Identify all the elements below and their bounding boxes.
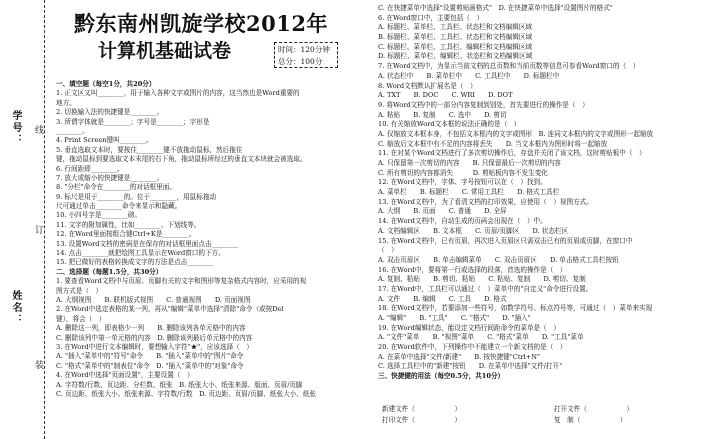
- left-question-list: [56, 80, 366, 399]
- section-heading: 三、快捷键的用法（每空0.5分，共10分）: [378, 372, 505, 381]
- question-line: 键），将会（ ）: [56, 314, 106, 323]
- question-line: A. 标题栏、菜单栏、工具栏、状态栏和文档编辑区域: [378, 23, 533, 32]
- question-line: 5. 垂直选取文本时，要按住________键不放拖动鼠标，然后拖住: [56, 145, 243, 154]
- question-line: 17. 在Word中，工具栏可以通过（ ）菜单中的"自定义"命令进行设置。: [378, 284, 593, 293]
- question-line: A. 菜单栏 B. 标题栏 C. 常用工具栏 D. 格式工具栏: [378, 188, 560, 197]
- question-line: 4. Print Screen键叫________。: [56, 136, 153, 145]
- time-label: 时间：120分钟: [278, 45, 330, 54]
- question-line: 图方式是（ ）: [56, 286, 103, 295]
- shortcut-print-file: 打印文件（ ）: [382, 416, 462, 424]
- question-line: 14. 在Word文档中，自动生成的页码会出现在（ ）中。: [378, 217, 547, 226]
- question-line: A. 字符数/行数、页边距、分栏数、纸张 B. 纸张大小、纸张来源、版面、页眉/页脚: [56, 380, 303, 389]
- score-label: 总分：100分: [278, 57, 323, 66]
- question-line: C. 在快捷菜单中选择"设置剪贴画格式" D. 在快捷菜单中选择"设置图片的格式": [378, 4, 613, 12]
- question-line: A. "插入"菜单中的"符号"命令 B. "插入"菜单中的"图片"命令: [56, 352, 244, 361]
- question-line: A. 只保留第一次剪切的内容 B. 只保留最后一次剪切的内容: [378, 159, 561, 167]
- question-line: A. 文档编辑区 B. 文本框 C. 页眉/页脚区 D. 状态栏区: [378, 226, 569, 235]
- question-line: 尺可通过单击________命令来显示和隐藏。: [56, 202, 182, 211]
- question-line: 3. 所谓字体就是________；字号是________；字形是: [56, 117, 210, 126]
- question-line: A. 复制、粘贴 B. 剪切、粘贴 C. 粘贴、复制 D. 剪切、复制: [378, 275, 586, 284]
- question-line: 10. 小四号字是________磅。: [56, 211, 142, 220]
- shortcut-new-file: 新建文件（ ）: [382, 405, 462, 413]
- question-line: 13. 在Word文档中，为了看清文档的打印效果，应使用（ ）视图方式。: [378, 197, 593, 206]
- question-line: A. 大纲 B. 页面 C. 普通 D. 全屏: [378, 207, 507, 216]
- question-line: A. 在菜单中选择"文件/新建" B. 按快捷键"Ctrl+N": [378, 352, 541, 361]
- question-line: 14. 点击________就把绘图工具显示在Word窗口的下方。: [56, 249, 225, 258]
- shortcut-open-file: 打开文件（ ）: [554, 405, 634, 413]
- question-line: C. 缩放后文本框中有不足的内容将丢失 D. 当文本框内为图形时将一起缩放: [378, 139, 608, 148]
- left-column: [56, 0, 366, 439]
- question-line: 8. "分栏"命令在________的对话框里面。: [56, 183, 176, 192]
- cut-text-line: 线: [33, 125, 43, 134]
- question-line: 15. 把已做好的表格转换成文字的方法是点击________: [56, 258, 214, 267]
- question-line: C. 标题栏、菜单栏、工具栏、编辑栏和文档编辑区域: [378, 42, 533, 51]
- question-line: A. 文件 B. 编辑 C. 工具 D. 格式: [378, 294, 507, 303]
- exam-subtitle: 计算机基础试卷: [98, 40, 232, 62]
- right-column: [378, 0, 704, 439]
- question-line: 18. 在Word文档中，若要添加一些符号，如数学符号、标点符号等，可通过（ ）菜单来实现: [378, 304, 653, 313]
- question-line: C. "格式"菜单中的"制表位"命令 D. "插入"菜单中的"对象"命令: [56, 361, 244, 370]
- name-label: 姓名：: [10, 290, 21, 326]
- question-line: 4. 在Word中选择"页面设置"，主要设置（ ）: [56, 371, 194, 380]
- question-line: 7. 放大或缩小的快捷键是________。: [56, 173, 164, 182]
- question-line: 13. 设置Word文档的密码是在保存的对话框里面点击________: [56, 239, 238, 248]
- question-line: A. 仅缩放文本框本身，不包括文本框内的文字或图形 B. 连同文本框内的文字或图形一起缩放: [378, 129, 654, 138]
- question-line: C. 选择工具栏中的"新建"按钮 D. 在菜单中选择"文件/打开": [378, 362, 563, 371]
- question-line: 11. 文字的附加属性，比如________、下划线等。: [56, 220, 201, 229]
- question-line: 1. 要查看Word文档中与页眉、页脚有关的文字和图形等复杂格式内容时，应采用的视: [56, 277, 307, 286]
- question-line: A. "编辑" B. "工具" C. "格式" D. "插入": [378, 314, 531, 322]
- right-question-list: [378, 4, 704, 382]
- question-line: A. 双击页眉区 B. 单击编辑菜单 C. 双击页眉区 D. 单击格式工具栏按钮: [378, 255, 619, 264]
- cut-text-bind: 订: [33, 225, 43, 234]
- question-line: 11. 在对某个Word文档进行了多次剪切操作后，存盘并关闭了该文档，这时剪贴板中（ ）: [378, 149, 646, 158]
- question-line: A. "文件"菜单 B. "视图"菜单 C. "格式"菜单 D. "工具"菜单: [378, 333, 584, 342]
- student-id-label: 学号：: [10, 110, 21, 146]
- question-line: D. 标题栏、菜单栏、编辑栏、状态栏和文档编辑区域: [378, 52, 533, 61]
- exam-info-box: [274, 42, 338, 68]
- section-heading: 一、填空题（每空1分，共20分）: [56, 80, 156, 88]
- shortcut-copy: 复 制（ ）: [554, 416, 627, 424]
- cut-line-divider: [44, 0, 45, 439]
- question-line: 16. 在Word中，要将第一行或选择的段落，首选的操作是（ ）: [378, 265, 567, 274]
- question-line: A. 粘贴 B. 复制 C. 选中 D. 剪切: [378, 110, 507, 119]
- question-line: A. 状态栏中 B. 菜单栏中 C. 工具栏中 D. 标题栏中: [378, 71, 560, 80]
- question-line: （ ）: [378, 246, 398, 255]
- section-heading: 二、选择题（每题1.5分，共30分）: [56, 267, 163, 276]
- question-line: 地方。: [56, 98, 76, 107]
- question-line: C. 页边距、纸张大小、纸张来源、字符数/行数 D. 页边距、页眉/页脚、纸张大小、纸张: [56, 389, 317, 398]
- question-line: A. 大纲视图 B. 联机版式视图 C. 普通视图 D. 页面视图: [56, 295, 251, 304]
- question-line: 10. 有关缩放Word文本框的说法正确的是（ ）: [378, 120, 521, 129]
- binding-margin: [0, 0, 52, 439]
- question-line: 12. 在Word里面按组合键Ctrl+K是________。: [56, 230, 196, 239]
- question-line: 8. Word文档默认扩展名是（ ）: [378, 81, 477, 90]
- question-line: 15. 在Word文档中，已有页眉，再次进入页眉区只需双击已有的页眉或页脚，在窗口中: [378, 236, 633, 245]
- question-line: 2. 切换输入法的快捷键是________。: [56, 108, 164, 117]
- question-line: 12. 在Word文档中，字体、字号按钮可以在（ ）找到。: [378, 178, 547, 187]
- question-line: 键，拖动鼠标到要选取文本末尾的右下角，拖动鼠标所经过的垂直文本块就会被选取。: [56, 155, 307, 164]
- exam-title: 黔东南州凯旋学校2012年: [74, 11, 328, 36]
- question-line: C. 删除该列中第一单元格的内容 D. 删除该列最后单元格中的内容: [56, 333, 253, 342]
- question-line: B. 标题栏、菜单栏、工具栏、状态栏和文档编辑区域: [378, 33, 533, 42]
- cut-text-pack: 装: [33, 360, 43, 369]
- question-line: 7. 在Word文档中，为显示当前文档的总页数和当前页数等信息可参看Word窗口的（ ）: [378, 62, 640, 71]
- question-line: 6. 在Word窗口中，主要包括（ ）: [378, 13, 484, 22]
- question-line: 3. 在Word中进行文本编辑时，要想输入字符"★"，应该选择（ ）: [56, 342, 253, 351]
- question-line: 2. 在Word中选定表格的某一列，再从"编辑"菜单中选择"清除"命令（或按Del: [56, 305, 284, 314]
- question-line: 9. 将Word文档中的一部分内容复制到别处，首先要进行的操作是（ ）: [378, 100, 589, 109]
- question-line: A. TXT B. DOC C. WRI D. DOT: [378, 91, 513, 100]
- question-line: 6. 行间距即________。: [56, 164, 124, 173]
- question-line: ________。: [56, 126, 89, 135]
- question-line: 9. 标尺是用于________的。位于________，用鼠标拖动: [56, 192, 217, 201]
- question-line: A. 删除这一列，即表格少一列 B. 删除该列各单元格中的内容: [56, 324, 246, 333]
- question-line: 20. 在Word软件中，下列操作中不能建立一个新文档的是（ ）: [378, 343, 567, 352]
- question-line: C. 所有剪切的内容都消失 D. 剪贴板内容不发生变化: [378, 168, 548, 177]
- question-line: 19. 在Word编辑状态，能设定文档行间距命令的菜单是（ ）: [378, 323, 560, 332]
- question-line: 1. 正文区又叫________，用于输入各种文字或图片的内容，这当然也是Word重要的: [56, 89, 300, 98]
